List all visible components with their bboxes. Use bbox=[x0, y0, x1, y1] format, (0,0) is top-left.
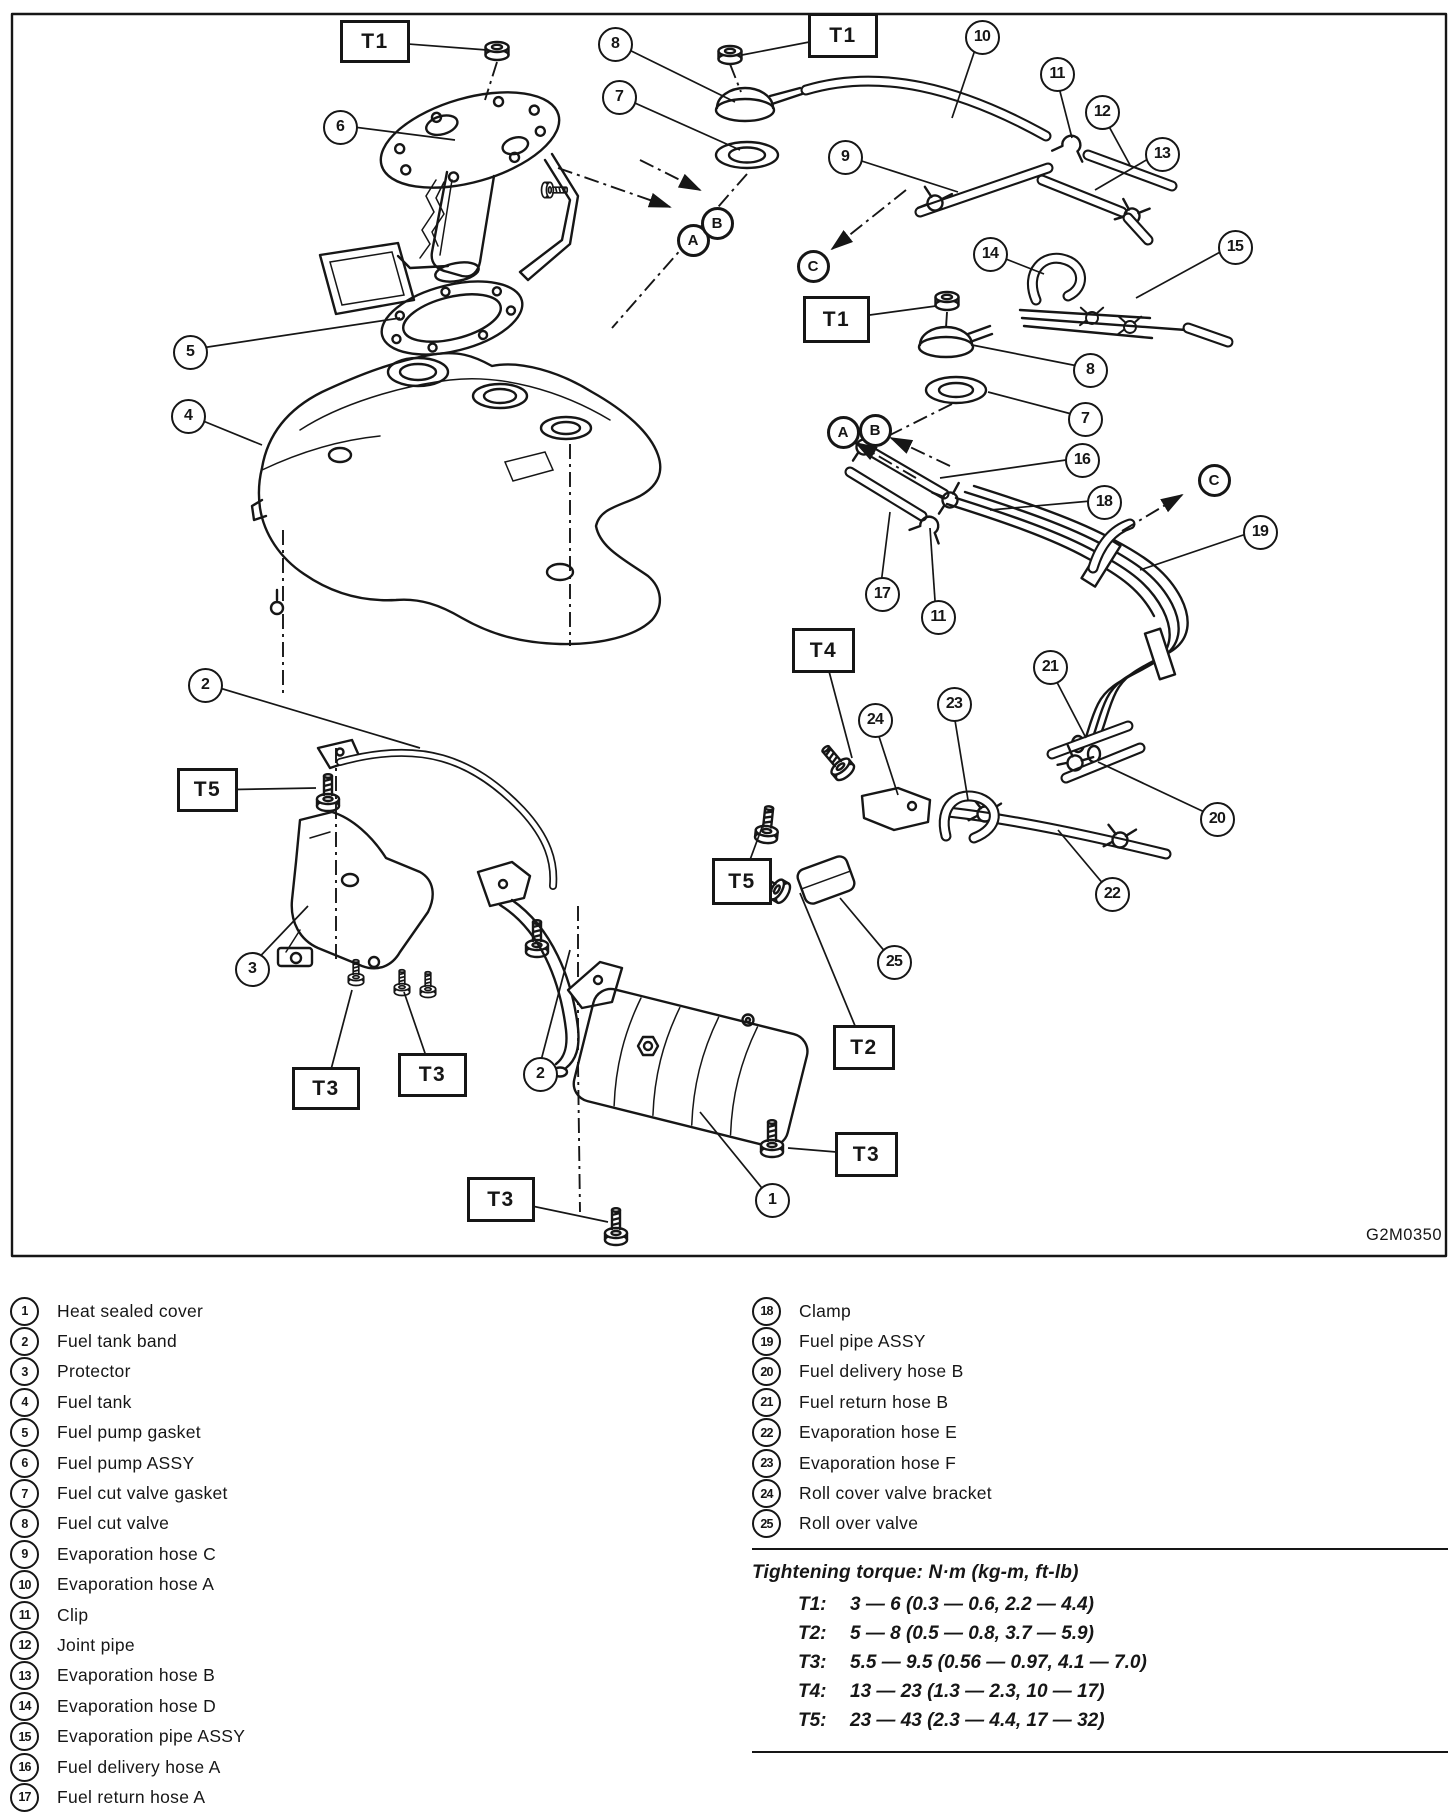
legend-num-circle: 15 bbox=[10, 1722, 39, 1751]
callout-19: 19 bbox=[1243, 515, 1278, 550]
legend-label: Joint pipe bbox=[57, 1634, 135, 1655]
callout-15: 15 bbox=[1218, 230, 1253, 265]
legend-num-circle: 7 bbox=[10, 1479, 39, 1508]
torque-value: 23 — 43 (2.3 — 4.4, 17 — 32) bbox=[850, 1710, 1105, 1731]
callout-7: 7 bbox=[602, 80, 637, 115]
callout-7: 7 bbox=[1068, 402, 1103, 437]
legend-label: Fuel cut valve gasket bbox=[57, 1483, 228, 1504]
legend-num-circle: 16 bbox=[10, 1753, 39, 1782]
leader-line-16 bbox=[940, 458, 1080, 478]
callout-20: 20 bbox=[1200, 802, 1235, 837]
view-direction-arrow bbox=[832, 190, 906, 249]
view-direction-arrow bbox=[640, 160, 700, 190]
legend-num-circle: 10 bbox=[10, 1570, 39, 1599]
legend-item-4 bbox=[10, 1387, 720, 1417]
callout-10: 10 bbox=[965, 20, 1000, 55]
callout-5: 5 bbox=[173, 335, 208, 370]
legend-label: Protector bbox=[57, 1361, 131, 1382]
legend-num-circle: 20 bbox=[752, 1357, 781, 1386]
legend-item-7 bbox=[10, 1478, 720, 1508]
legend-num-circle: 14 bbox=[10, 1692, 39, 1721]
torque-value: 13 — 23 (1.3 — 2.3, 10 — 17) bbox=[850, 1681, 1105, 1702]
legend-num-circle: 5 bbox=[10, 1418, 39, 1447]
torque-value: 3 — 6 (0.3 — 0.6, 2.2 — 4.4) bbox=[850, 1594, 1094, 1615]
legend-item-21 bbox=[752, 1387, 1452, 1417]
legend-label: Fuel pump ASSY bbox=[57, 1452, 195, 1473]
legend-label: Fuel tank band bbox=[57, 1331, 177, 1352]
callout-9: 9 bbox=[828, 140, 863, 175]
legend-label: Evaporation hose B bbox=[57, 1665, 216, 1686]
legend-num-circle: 2 bbox=[10, 1327, 39, 1356]
view-letter-C: C bbox=[797, 250, 830, 283]
view-letter-B: B bbox=[859, 414, 892, 447]
legend-label: Fuel cut valve bbox=[57, 1513, 170, 1534]
callout-12: 12 bbox=[1085, 95, 1120, 130]
torque-spec-block bbox=[752, 1548, 1448, 1753]
torque-row-T2 bbox=[798, 1619, 1448, 1648]
legend-label: Fuel return hose B bbox=[799, 1391, 949, 1412]
legend-label: Fuel pipe ASSY bbox=[799, 1331, 926, 1352]
legend-label: Evaporation hose D bbox=[57, 1695, 217, 1716]
callout-8: 8 bbox=[598, 27, 633, 62]
torque-value: 5 — 8 (0.5 — 0.8, 3.7 — 5.9) bbox=[850, 1623, 1094, 1644]
leader-line-5 bbox=[188, 318, 400, 350]
callout-18: 18 bbox=[1087, 485, 1122, 520]
legend-item-17 bbox=[10, 1782, 720, 1812]
torque-tag: T4: bbox=[798, 1681, 827, 1702]
torque-tag: T5: bbox=[798, 1710, 827, 1731]
callout-11: 11 bbox=[921, 600, 956, 635]
legend-item-11 bbox=[10, 1600, 720, 1630]
legend-label: Roll cover valve bracket bbox=[799, 1483, 992, 1504]
torque-tag-box-T2: T2 bbox=[833, 1025, 895, 1070]
legend-num-circle: 11 bbox=[10, 1601, 39, 1630]
leader-line-2 bbox=[538, 950, 570, 1072]
torque-row-T5 bbox=[798, 1706, 1448, 1735]
torque-row-T4 bbox=[798, 1677, 1448, 1706]
legend-num-circle: 17 bbox=[10, 1783, 39, 1812]
legend-num-circle: 3 bbox=[10, 1357, 39, 1386]
legend-num-circle: 1 bbox=[10, 1297, 39, 1326]
legend-item-24 bbox=[752, 1478, 1452, 1508]
legend-column-right bbox=[752, 1296, 1452, 1539]
callout-22: 22 bbox=[1095, 877, 1130, 912]
legend-num-circle: 9 bbox=[10, 1540, 39, 1569]
legend-item-16 bbox=[10, 1752, 720, 1782]
callout-3: 3 bbox=[235, 952, 270, 987]
legend-item-10 bbox=[10, 1570, 720, 1600]
legend-label: Clip bbox=[57, 1604, 89, 1625]
torque-tag: T2: bbox=[798, 1623, 827, 1644]
torque-value: 5.5 — 9.5 (0.56 — 0.97, 4.1 — 7.0) bbox=[850, 1652, 1147, 1673]
callout-17: 17 bbox=[865, 577, 900, 612]
torque-tag-box-T5: T5 bbox=[177, 768, 238, 812]
legend-label: Evaporation pipe ASSY bbox=[57, 1726, 246, 1747]
callout-21: 21 bbox=[1033, 650, 1068, 685]
legend-label: Clamp bbox=[799, 1300, 852, 1321]
callout-25: 25 bbox=[877, 945, 912, 980]
view-direction-arrow bbox=[856, 443, 916, 478]
legend-num-circle: 19 bbox=[752, 1327, 781, 1356]
legend-item-6 bbox=[10, 1448, 720, 1478]
view-letter-C: C bbox=[1198, 464, 1231, 497]
torque-tag: T1: bbox=[798, 1594, 827, 1615]
leader-line-20 bbox=[1098, 762, 1215, 817]
torque-tag-box-T4: T4 bbox=[792, 628, 855, 673]
legend-label: Fuel delivery hose B bbox=[799, 1361, 964, 1382]
leader-line-18 bbox=[990, 500, 1102, 510]
leader-line-1 bbox=[700, 1112, 770, 1198]
legend-num-circle: 22 bbox=[752, 1418, 781, 1447]
torque-tag-box-T1: T1 bbox=[803, 296, 870, 343]
view-direction-arrow bbox=[558, 168, 670, 207]
legend-item-2 bbox=[10, 1326, 720, 1356]
legend-label: Fuel delivery hose A bbox=[57, 1756, 221, 1777]
torque-tag-box-T1: T1 bbox=[340, 20, 410, 63]
legend-item-22 bbox=[752, 1418, 1452, 1448]
legend-item-8 bbox=[10, 1509, 720, 1539]
legend-num-circle: 4 bbox=[10, 1388, 39, 1417]
legend-num-circle: 6 bbox=[10, 1449, 39, 1478]
legend-label: Heat sealed cover bbox=[57, 1300, 204, 1321]
legend-label: Fuel pump gasket bbox=[57, 1422, 201, 1443]
callout-2: 2 bbox=[188, 668, 223, 703]
callout-8: 8 bbox=[1073, 353, 1108, 388]
torque-tag: T3: bbox=[798, 1652, 827, 1673]
callout-16: 16 bbox=[1065, 443, 1100, 478]
callout-23: 23 bbox=[937, 687, 972, 722]
legend-item-18 bbox=[752, 1296, 1452, 1326]
leader-line-8 bbox=[972, 345, 1088, 368]
torque-heading: Tightening torque: N·m (kg-m, ft-lb) bbox=[752, 1562, 1079, 1583]
callout-14: 14 bbox=[973, 237, 1008, 272]
torque-row-T1 bbox=[798, 1590, 1448, 1619]
torque-row-T3 bbox=[798, 1648, 1448, 1677]
legend-item-3 bbox=[10, 1357, 720, 1387]
torque-tag-box-T3: T3 bbox=[835, 1132, 898, 1177]
torque-tag-box-T5: T5 bbox=[712, 858, 772, 905]
leader-line-2 bbox=[203, 683, 420, 748]
legend-label: Roll over valve bbox=[799, 1513, 919, 1534]
legend-num-circle: 13 bbox=[10, 1661, 39, 1690]
legend-num-circle: 8 bbox=[10, 1509, 39, 1538]
callout-11: 11 bbox=[1040, 57, 1075, 92]
legend-item-5 bbox=[10, 1418, 720, 1448]
torque-rows bbox=[752, 1590, 1448, 1735]
legend-item-23 bbox=[752, 1448, 1452, 1478]
legend-label: Fuel tank bbox=[57, 1391, 132, 1412]
legend-label: Fuel return hose A bbox=[57, 1786, 206, 1807]
legend-num-circle: 21 bbox=[752, 1388, 781, 1417]
torque-tag-box-T1: T1 bbox=[808, 13, 878, 58]
legend-item-15 bbox=[10, 1721, 720, 1751]
torque-tag-box-T3: T3 bbox=[467, 1177, 535, 1222]
callout-13: 13 bbox=[1145, 137, 1180, 172]
legend-item-25 bbox=[752, 1509, 1452, 1539]
legend-item-12 bbox=[10, 1630, 720, 1660]
legend-item-14 bbox=[10, 1691, 720, 1721]
view-letter-B: B bbox=[701, 207, 734, 240]
view-direction-arrow bbox=[891, 438, 950, 466]
legend-item-13 bbox=[10, 1661, 720, 1691]
figure-code: G2M0350 bbox=[1366, 1226, 1442, 1244]
view-direction-arrow bbox=[1122, 495, 1182, 531]
legend-item-19 bbox=[752, 1326, 1452, 1356]
view-letter-A: A bbox=[677, 224, 710, 257]
legend-label: Evaporation hose C bbox=[57, 1543, 217, 1564]
callout-1: 1 bbox=[755, 1183, 790, 1218]
torque-tag-box-T3: T3 bbox=[292, 1067, 360, 1110]
leader-line-19 bbox=[1140, 530, 1258, 570]
callout-24: 24 bbox=[858, 703, 893, 738]
view-letter-A: A bbox=[827, 416, 860, 449]
torque-tag-box-T3: T3 bbox=[398, 1053, 467, 1097]
legend-num-circle: 23 bbox=[752, 1449, 781, 1478]
callout-6: 6 bbox=[323, 110, 358, 145]
legend-column-left bbox=[10, 1296, 720, 1813]
legend-label: Evaporation hose E bbox=[799, 1422, 958, 1443]
legend-item-1 bbox=[10, 1296, 720, 1326]
legend-num-circle: 12 bbox=[10, 1631, 39, 1660]
callout-2: 2 bbox=[523, 1057, 558, 1092]
legend-num-circle: 25 bbox=[752, 1509, 781, 1538]
legend-label: Evaporation hose A bbox=[57, 1574, 215, 1595]
legend-num-circle: 18 bbox=[752, 1297, 781, 1326]
legend-item-20 bbox=[752, 1357, 1452, 1387]
legend-num-circle: 24 bbox=[752, 1479, 781, 1508]
legend-label: Evaporation hose F bbox=[799, 1452, 957, 1473]
callout-4: 4 bbox=[171, 399, 206, 434]
legend-item-9 bbox=[10, 1539, 720, 1569]
